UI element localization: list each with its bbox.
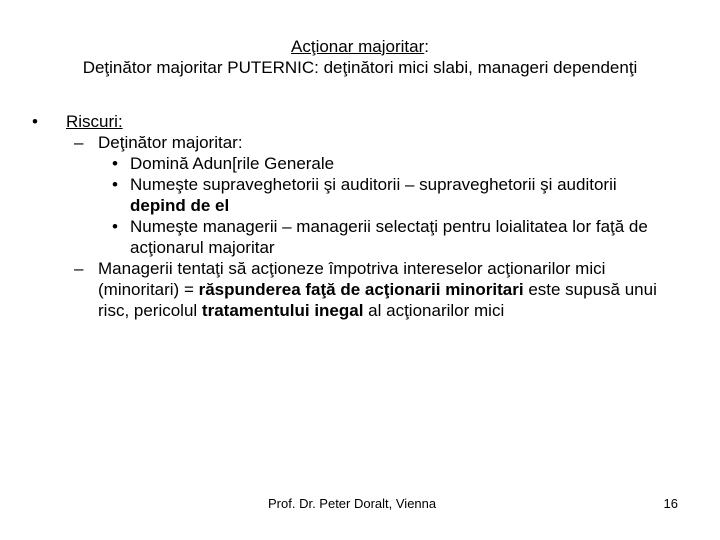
bullet-dash: – [74,133,84,152]
bullet-dot: • [112,154,118,173]
managerii-post: al acţionarilor mici [363,301,505,320]
domina-text: Domină Adun[rile Generale [130,154,335,173]
title-subline: Deţinător majoritar PUTERNIC: deţinători mici slabi, manageri dependenţi [82,58,638,77]
managerii-bold: răspunderea faţă de acţionarii minoritari [198,280,524,299]
list-item-detinator [0,132,720,153]
title-heading: Acţionar majoritar [291,37,425,56]
managerii-mid: este supusă unui risc, pericolul [98,280,657,320]
bullet-dot: • [112,175,118,194]
numeste-sup-bold: depind de el [130,196,230,215]
list-item-riscuri [0,111,720,132]
bullet-dot: • [112,217,118,236]
list-item-numeste-managerii [0,216,675,258]
list-item-managerii [0,258,668,321]
managerii-bold2: tratamentului inegal [201,301,364,320]
title-colon: : [424,37,429,56]
managerii-text: Managerii tentaţi să acţioneze împotriva intereselor acţionarilor mici (minoritari) = [98,259,606,299]
bullet-dash: – [74,259,84,278]
title-line [60,36,660,57]
bullet-list [0,111,720,321]
numeste-man-text: Numeşte managerii – managerii selectaţi pentru loialitatea lor faţă de acţionarul majoritar [130,217,648,257]
list-item-numeste-supraveghetori [0,174,675,216]
footer-author: Prof. Dr. Peter Doralt, Vienna [268,496,437,511]
detinator-label: Deţinător majoritar: [98,133,243,152]
slide-title [60,36,660,78]
list-item-domina [0,153,675,174]
numeste-sup-text: Numeşte supraveghetorii şi auditorii – supraveghetorii şi auditorii [130,175,617,194]
page-number: 16 [663,496,678,511]
riscuri-label: Riscuri: [66,112,123,131]
bullet-dot: • [32,112,38,131]
